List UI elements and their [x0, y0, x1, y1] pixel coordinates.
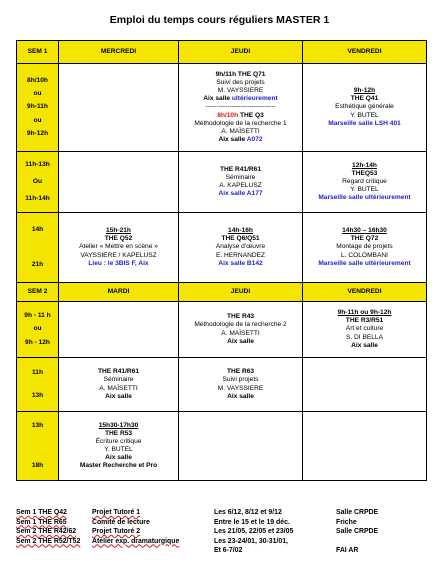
- course-room: Aix salle: [227, 337, 254, 345]
- separator: --------------------------------: [205, 103, 276, 111]
- time-label: 13h: [31, 422, 44, 429]
- legend-sem: [16, 546, 92, 556]
- legend-room: FAI AR: [336, 547, 359, 554]
- legend-row: [16, 537, 426, 547]
- course-room: Aix salle: [105, 454, 132, 462]
- legend-sem: Sem 1 THE Q42: [16, 509, 67, 516]
- course-teacher: A. MAÏSETTI: [221, 127, 260, 135]
- course-cell-empty: [59, 302, 179, 358]
- course-cell: [179, 302, 303, 358]
- table-row: [17, 64, 427, 152]
- legend-dates: Les 6/12, 8/12 et 9/12: [214, 509, 282, 516]
- course-teacher: E. HERNANDEZ: [215, 251, 266, 259]
- room-value: A072: [246, 135, 263, 143]
- course-teacher: A. MAÏSETTI: [99, 384, 138, 392]
- course-teacher: S. DI BELLA: [345, 333, 384, 341]
- course-code: THE Q3: [238, 111, 264, 119]
- table-row: [17, 213, 427, 283]
- course-cell: [303, 152, 427, 213]
- course-code: THEQ53: [351, 169, 378, 177]
- course-room: Aix salle: [227, 392, 254, 400]
- course-teacher: VAYSSIERE / KAPELUSZ: [80, 251, 157, 259]
- legend-row: [16, 508, 426, 518]
- day-header-jeudi: JEUDI: [179, 41, 303, 64]
- course-cell: [179, 152, 303, 213]
- table-row: [17, 152, 427, 213]
- time-label: 8h/10h: [27, 76, 48, 84]
- day-header-vendredi: VENDREDI: [303, 283, 427, 302]
- course-teacher: M. VAYSSIERE: [217, 384, 264, 392]
- course-code: THE R41/R61: [97, 368, 140, 376]
- course-cell-empty: [59, 152, 179, 213]
- legend-course: [92, 546, 214, 556]
- sem2-label: SEM 2: [17, 283, 59, 302]
- course-room: Lieu : le 3BIS F, Aix: [88, 259, 149, 267]
- course-time: 9h-11h ou 9h-12h: [337, 309, 392, 317]
- course-subject: Regard critique: [342, 177, 387, 185]
- legend-course: Projet Tutoré 2: [92, 528, 141, 535]
- course-code: THE Q41: [350, 95, 379, 103]
- course-subject: Méthodologie de la recherche 2: [194, 321, 287, 329]
- timetable: [16, 40, 427, 481]
- day-header-vendredi: VENDREDI: [303, 41, 427, 64]
- table-row: [17, 358, 427, 412]
- course-teacher: Y. BUTEL: [350, 186, 379, 194]
- sem1-header-row: [17, 41, 427, 64]
- course-teacher: Y. BUTEL: [104, 446, 133, 453]
- time-label: 11h: [32, 368, 43, 376]
- legend-room: Salle CRPDE: [336, 528, 379, 535]
- course-code: THE R41/R61: [219, 165, 262, 173]
- course-cell: [303, 213, 427, 283]
- course-code: THE R53: [104, 429, 133, 437]
- time-slot: [17, 412, 59, 481]
- course-subject: Suivi projets: [222, 376, 259, 384]
- course-code: 9h/11h THE Q71: [215, 71, 266, 79]
- room-value: ultérieurement: [231, 95, 278, 103]
- time-label: ou: [33, 116, 42, 124]
- legend-dates: Et 6-7/02: [214, 547, 243, 554]
- time-label: ou: [33, 325, 42, 333]
- course-cell-empty: [303, 412, 427, 481]
- legend-dates: Les 23-24/01, 30-31/01,: [214, 537, 288, 545]
- legend-room: Friche: [336, 518, 357, 526]
- course-subject: Montage de projets: [336, 243, 393, 251]
- course-room: Aix salle B142: [218, 259, 263, 267]
- time-slot: [17, 358, 59, 412]
- legend: [16, 508, 426, 556]
- course-time: 12h-14h: [352, 161, 377, 169]
- legend-row: [16, 546, 426, 556]
- legend-course: Comité de lecture: [92, 518, 150, 526]
- legend-course: Projet Tutoré 1: [92, 509, 141, 516]
- course-subject: Écriture critique: [95, 437, 142, 445]
- time-label: 9h - 12h: [25, 339, 50, 347]
- course-cell-empty: [59, 64, 179, 152]
- course-subject: Art et culture: [345, 325, 384, 333]
- time-label: 9h-12h: [26, 130, 49, 138]
- time-label: 11h-13h: [25, 161, 50, 168]
- course-code: THE Q6/Q51: [221, 235, 260, 243]
- course-cell: [179, 358, 303, 412]
- time-label: 14h: [31, 225, 44, 233]
- day-header-mercredi: MERCREDI: [59, 41, 179, 64]
- course-cell: [59, 358, 179, 412]
- course-code: THE Q72: [350, 235, 379, 243]
- course-time: 14h30 – 16h30: [342, 227, 387, 235]
- course-note: Master Recherche et Pro: [79, 462, 158, 470]
- course-time-highlight: 8h/10h: [217, 111, 239, 119]
- course-cell: [59, 213, 179, 283]
- course-teacher: L. COLOMBANI: [341, 251, 388, 259]
- room-prefix: Aix salle: [203, 95, 232, 103]
- course-room: Marseille salle ultérieurement: [318, 194, 411, 202]
- legend-sem: Sem 2 THE R42/62: [16, 528, 77, 535]
- course-time: 9h-12h: [353, 87, 376, 95]
- course-subject: Séminaire: [103, 376, 134, 384]
- course-subject: Atelier « Mettre en scène »: [79, 243, 158, 251]
- course-teacher: A. MAÏSETTI: [221, 329, 260, 337]
- day-header-mardi: MARDI: [59, 283, 179, 302]
- legend-sem: Sem 2 THE R52/T52: [16, 537, 81, 545]
- room-prefix: Aix salle: [218, 135, 247, 143]
- course-time: 14h-16h: [228, 227, 253, 235]
- time-label: Ou: [32, 177, 43, 185]
- course-teacher: A. KAPELUSZ: [219, 182, 262, 189]
- course-room: Aix salle: [105, 392, 132, 400]
- course-subject: Esthétique générale: [335, 103, 394, 111]
- table-row: [17, 302, 427, 358]
- course-code: THE Q52: [104, 235, 133, 243]
- course-cell: [179, 64, 303, 152]
- course-room: Aix salle: [351, 341, 378, 349]
- time-slot: [17, 213, 59, 283]
- course-cell: [59, 412, 179, 481]
- course-code: THE R43: [226, 313, 255, 321]
- time-slot: [17, 64, 59, 152]
- course-cell: [179, 213, 303, 283]
- legend-course: Atelier exp. dramaturgique: [92, 537, 180, 545]
- legend-row: [16, 518, 426, 528]
- time-label: 9h-11h: [27, 103, 48, 111]
- course-subject: Suivi des projets: [216, 79, 265, 87]
- course-subject: Séminaire: [225, 173, 256, 181]
- page-title: Emploi du temps cours réguliers MASTER 1: [109, 14, 330, 26]
- legend-dates: Entre le 15 et le 19 déc.: [214, 518, 290, 526]
- time-slot: [17, 302, 59, 358]
- time-label: 18h: [31, 461, 44, 469]
- sem1-label: SEM 1: [17, 41, 59, 64]
- day-header-jeudi: JEUDI: [179, 283, 303, 302]
- legend-room: [336, 537, 426, 547]
- course-room: Aix salle A177: [218, 190, 263, 198]
- time-label: 11h-14h: [25, 194, 50, 202]
- legend-sem: Sem 1 THE R65: [16, 518, 67, 526]
- course-time: 15h-21h: [106, 227, 131, 235]
- course-cell: [303, 302, 427, 358]
- time-label: 9h - 11 h: [24, 311, 51, 319]
- course-cell-empty: [303, 358, 427, 412]
- time-label: ou: [33, 89, 42, 97]
- time-label: 21h: [31, 261, 44, 269]
- course-teacher: M. VAYSSIERE: [217, 87, 264, 95]
- table-row: [17, 412, 427, 481]
- course-teacher: Y. BUTEL: [350, 111, 379, 119]
- course-cell: [303, 64, 427, 152]
- course-time: 15h30-17h30: [98, 421, 139, 429]
- course-subject: Analyse d'œuvre: [215, 243, 266, 251]
- course-room: Marseille salle ultérieurement: [318, 259, 411, 267]
- course-cell-empty: [179, 412, 303, 481]
- course-room: Marseille salle LSH 401: [328, 119, 401, 127]
- time-slot: [17, 152, 59, 213]
- course-code: THE R3/R51: [345, 317, 384, 325]
- legend-row: [16, 527, 426, 537]
- time-label: 13h: [31, 392, 44, 400]
- legend-dates: Les 21/05, 22/05 et 23/05: [214, 528, 294, 535]
- sem2-header-row: [17, 283, 427, 302]
- course-code: THE R63: [226, 368, 255, 376]
- legend-room: Salle CRPDE: [336, 509, 379, 516]
- course-subject: Méthodologie de la recherche 1: [194, 119, 287, 127]
